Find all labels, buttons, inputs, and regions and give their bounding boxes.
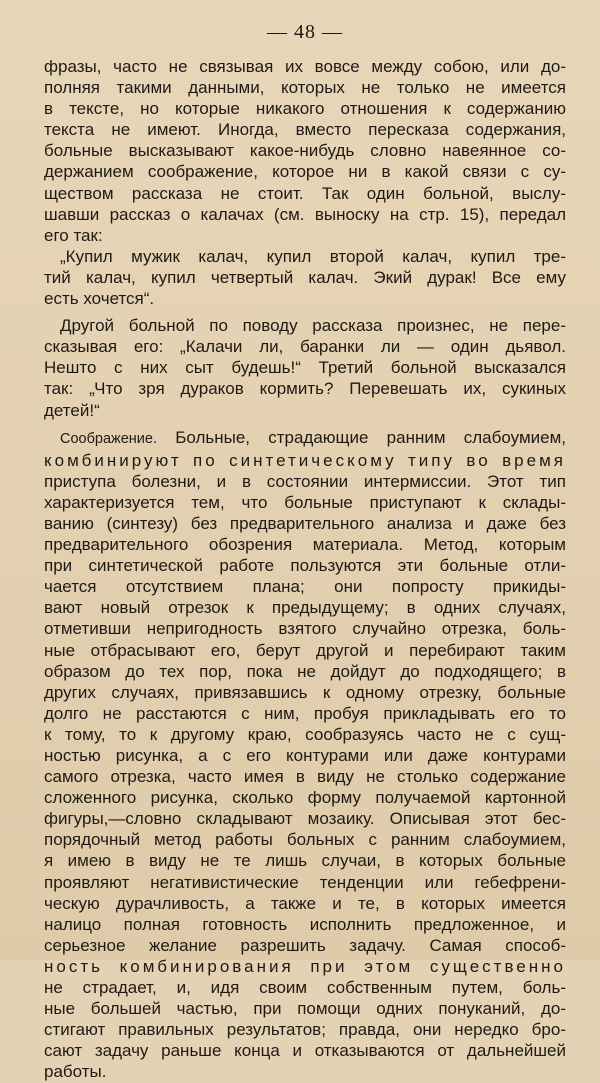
text-line: я имею в виду не те лишь случаи, в которых больные (44, 851, 566, 871)
text-line: сают задачу раньше конца и отказываются от дальнейшей (44, 1041, 566, 1061)
text-line: текста не имеют. Иногда, вместо пересказа содержания, (44, 120, 566, 140)
text-line: налицо полная готовность исполнить предложенное, и (44, 914, 566, 934)
text-line: приступа болезни, и в состоянии интермиссии. Этот тип (44, 471, 566, 491)
text-fragment: Больные, страдающие ранним слабоумием, (157, 427, 566, 447)
text-line: в тексте, но которые никакого отношения к содержанию (44, 99, 566, 119)
text-line: проявляют негативистические тенденции или гебефрени- (44, 872, 566, 892)
text-line: Другой больной по поводу рассказа произнес, не пере- (60, 316, 566, 336)
text-line: фигуры,—словно складывают мозаику. Описывая этот бес- (44, 809, 566, 829)
text-line: ществом рассказа не стоит. Так один больной, выслу- (44, 183, 566, 203)
text-line: ность комбинирования при этом существенно (44, 956, 566, 976)
text-line: вают новый отрезок к предыдущему; в одних случаях, (44, 598, 566, 618)
text-line: чается отсутствием плана; они попросту прикиды- (44, 577, 566, 597)
paragraph (44, 427, 566, 1083)
text-line: Нешто с них сыт будешь!“ Третий больной высказался (44, 358, 566, 378)
text-line: ностью рисунка, а с его контурами или даже контурами (44, 746, 566, 765)
text-line: ные отбрасывают его, берут другой и перебирают таким (44, 640, 566, 660)
text-line: самого отрезка, часто имея в виду не столько содержание (44, 767, 566, 787)
text-line: при синтетической работе пользуются эти больные отли- (44, 556, 566, 576)
text-line: порядочный метод работы больных с ранним слабоумием, (44, 830, 566, 850)
text-line: характеризуется тем, что больные приступают к склады- (44, 492, 566, 512)
paragraph (44, 56, 566, 246)
text-line: его так: (44, 225, 103, 245)
text-line: ные большей частью, при помощи одних понуканий, до- (44, 999, 566, 1019)
text-line: долго не расстаются с ним, пробуя прикладывать его то (44, 703, 566, 723)
text-line: других случаях, привязавшись к одному отрезку, больные (44, 682, 566, 702)
text-line: отметивши непригодность взятого случайно отрезка, боль- (44, 619, 566, 639)
page-number: — 48 — (267, 21, 343, 43)
text-line: стигают правильных результатов; правда, они нередко бро- (44, 1020, 566, 1040)
text-line: держанием соображение, которое ни в какой связи с су- (44, 162, 566, 182)
text-line: сложенного рисунка, сколько форму получаемой картонной (44, 788, 566, 808)
text-line (44, 427, 566, 450)
text-line: больные высказывают какое-нибудь словно навеянное со- (44, 141, 566, 161)
page-body (44, 56, 566, 1083)
text-line: серьезное желание разрешить задачу. Самая способ- (44, 935, 566, 955)
quoted-retelling (44, 246, 566, 309)
text-line: „Купил мужик калач, купил второй калач, купил тре- (60, 246, 566, 266)
text-line: ванию (синтезу) без предварительного анализа и даже без (44, 513, 566, 533)
text-line: так: „Что зря дураков кормить? Перевешать их, сукиных (44, 379, 566, 399)
text-line: сказывая его: „Калачи ли, баранки ли — один дьявол. (44, 337, 566, 357)
text-line: шавши рассказ о калачах (см. выноску на стр. 15), передал (44, 204, 566, 224)
text-line: есть хочется“. (44, 289, 155, 309)
text-line: фразы, часто не связывая их вовсе между собою, или до- (44, 57, 566, 76)
section-term: Соображение. (60, 430, 157, 447)
text-line: образом до тех пор, пока не дойдут до подходящего; в (44, 661, 566, 681)
paragraph (44, 315, 566, 420)
text-line: полняя такими данными, которых не только не имеется (44, 78, 566, 98)
text-line: тий калач, купил четвертый калач. Экий дурак! Все ему (44, 267, 566, 287)
text-line: комбинируют по синтетическому типу во время (44, 450, 566, 470)
text-line: детей!“ (44, 400, 100, 420)
text-line: к тому, то к другому краю, сообразуясь часто не с сущ- (44, 724, 566, 744)
text-line: ческую дурачливость, а также и те, в которых имеется (44, 893, 566, 913)
text-line: предварительного обозрения материала. Метод, которым (44, 535, 566, 555)
text-line: работы. (44, 1062, 107, 1082)
text-line: не страдает, и, идя своим собственным путем, боль- (44, 978, 566, 998)
